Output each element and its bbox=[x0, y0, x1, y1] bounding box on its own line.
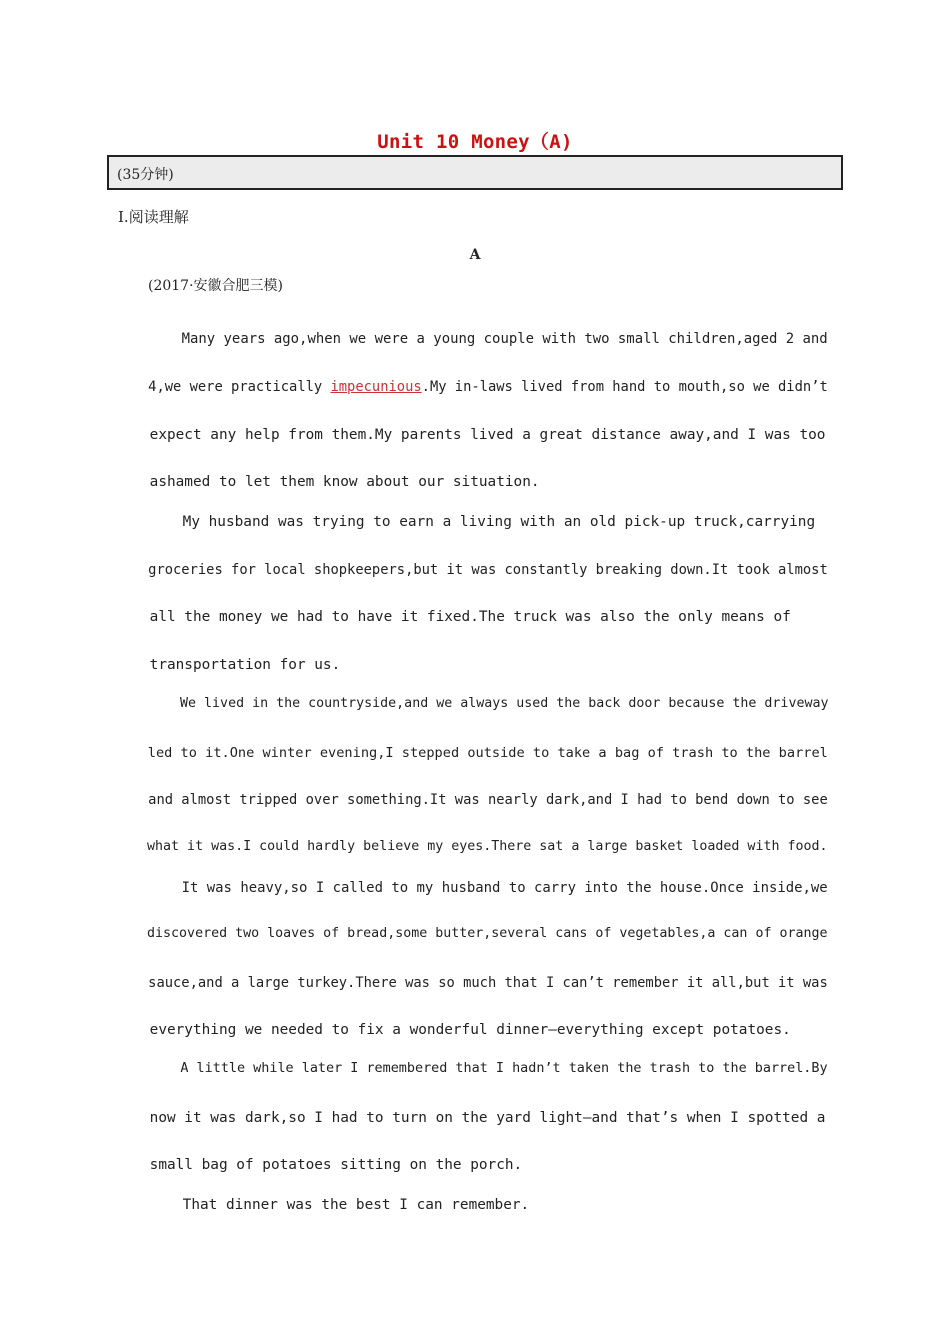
line-text: what it was.I could hardly believe my eyes.There sat a large basket loaded with food. bbox=[147, 839, 828, 854]
line-text: That dinner was the best I can remember. bbox=[182, 1197, 530, 1213]
line-text: discovered two loaves of bread,some butter,several cans of vegetables,a can of orange bbox=[147, 926, 828, 941]
passage-line bbox=[115, 729, 828, 777]
passage-line bbox=[115, 824, 828, 869]
passage-line bbox=[148, 1181, 529, 1229]
line-text: expect any help from them.My parents lived a great distance away,and I was too bbox=[149, 427, 826, 443]
passage-line bbox=[115, 593, 791, 641]
line-text: led to it.One winter evening,I stepped outside to take a bag of trash to the barrel bbox=[147, 745, 828, 761]
highlighted-vocabulary-word: impecunious bbox=[330, 379, 422, 395]
section-heading: Ⅰ.阅读理解 bbox=[118, 208, 189, 226]
passage-line bbox=[115, 546, 828, 594]
line-text: groceries for local shopkeepers,but it was constantly breaking down.It took almost bbox=[148, 562, 828, 578]
line-text: Many years ago,when we were a young couple with two small children,aged 2 and bbox=[181, 331, 828, 347]
passage-label: A bbox=[469, 247, 481, 263]
line-text: and almost tripped over something.It was nearly dark,and I had to bend down to see bbox=[148, 792, 828, 808]
line-text: 4,we were practically bbox=[148, 379, 331, 395]
passage-line bbox=[115, 959, 828, 1007]
passage-line bbox=[148, 498, 815, 546]
passage-line bbox=[115, 363, 828, 411]
line-text: everything we needed to fix a wonderful dinner—everything except potatoes. bbox=[149, 1022, 791, 1038]
line-text: all the money we had to have it fixed.The truck was also the only means of bbox=[149, 609, 791, 625]
time-limit-box bbox=[107, 155, 843, 190]
passage-line bbox=[148, 681, 828, 726]
line-text: now it was dark,so I had to turn on the yard light—and that’s when I spotted a bbox=[149, 1110, 826, 1126]
line-text: sauce,and a large turkey.There was so much that I can’t remember it all,but it was bbox=[148, 975, 828, 991]
passage-line bbox=[115, 776, 828, 824]
passage-source: (2017·安徽合肥三模) bbox=[148, 278, 284, 294]
line-text: .My in-laws lived from hand to mouth,so we didn’t bbox=[421, 379, 828, 395]
passage-line bbox=[148, 1046, 828, 1091]
passage-line bbox=[115, 411, 825, 459]
passage-line bbox=[148, 315, 828, 363]
line-text: transportation for us. bbox=[149, 657, 341, 673]
passage-line bbox=[115, 1094, 825, 1142]
line-text: My husband was trying to earn a living with an old pick-up truck,carrying bbox=[182, 514, 816, 530]
line-text: small bag of potatoes sitting on the porch. bbox=[149, 1157, 523, 1173]
time-limit-label: (35分钟) bbox=[117, 167, 174, 183]
line-text: It was heavy,so I called to my husband to carry into the house.Once inside,we bbox=[181, 880, 828, 896]
line-text: We lived in the countryside,and we always used the back door because the driveway bbox=[180, 696, 829, 711]
line-text: ashamed to let them know about our situation. bbox=[149, 474, 540, 490]
page-title: Unit 10 Money（A) bbox=[377, 131, 573, 153]
passage-line bbox=[115, 911, 828, 956]
line-text: A little while later I remembered that I hadn’t taken the trash to the barrel.By bbox=[180, 1061, 828, 1076]
passage-line bbox=[148, 864, 828, 912]
